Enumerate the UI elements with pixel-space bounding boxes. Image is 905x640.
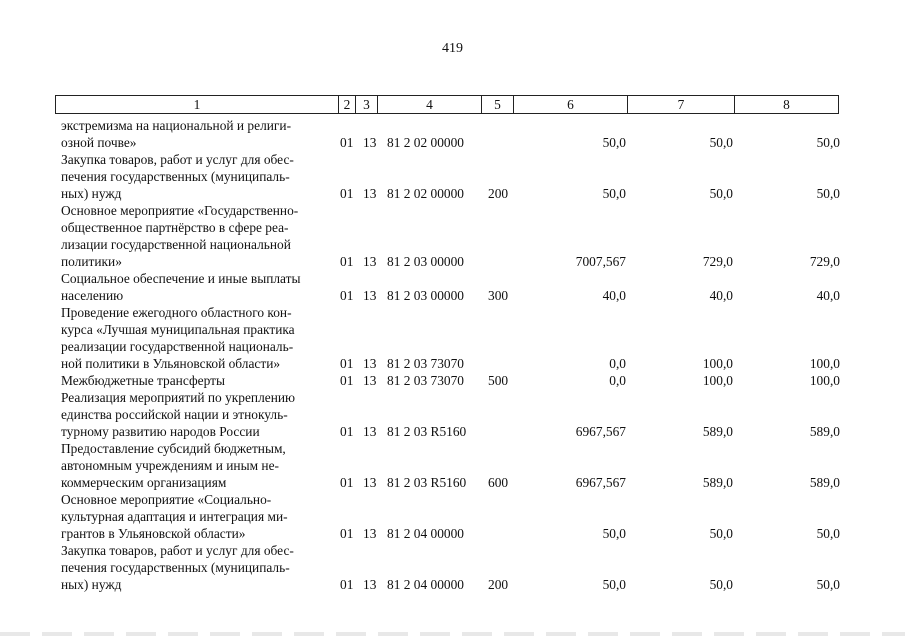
target-item-code: 81 2 02 00000 bbox=[387, 186, 464, 201]
amount-col-6: 0,0 bbox=[609, 356, 626, 371]
scan-artifact bbox=[0, 632, 905, 636]
row-name bbox=[61, 491, 332, 542]
expense-type-code: 600 bbox=[488, 475, 509, 490]
row-name-line: Проведение ежегодного областного кон- bbox=[61, 305, 292, 320]
table-row bbox=[0, 372, 905, 389]
row-name-line: Основное мероприятие «Социально- bbox=[61, 492, 272, 507]
row-name-line: Закупка товаров, работ и услуг для обес- bbox=[61, 543, 294, 558]
row-name-line: населению bbox=[61, 288, 124, 303]
amount-col-8: 40,0 bbox=[816, 288, 840, 303]
amount-col-8: 50,0 bbox=[816, 186, 840, 201]
amount-col-7: 40,0 bbox=[709, 288, 733, 303]
amount-col-7: 50,0 bbox=[709, 577, 733, 592]
subsection-code: 13 bbox=[363, 186, 377, 201]
target-item-code: 81 2 03 R5160 bbox=[387, 424, 467, 439]
section-code: 01 bbox=[340, 475, 354, 490]
target-item-code: 81 2 03 00000 bbox=[387, 254, 464, 269]
header-col-1: 1 bbox=[56, 96, 339, 113]
expense-type-code: 200 bbox=[488, 186, 509, 201]
amount-col-8: 589,0 bbox=[809, 424, 840, 439]
amount-col-6: 50,0 bbox=[602, 577, 626, 592]
row-name-line: политики» bbox=[61, 254, 122, 269]
row-name-line: Основное мероприятие «Государственно- bbox=[61, 203, 299, 218]
row-name bbox=[61, 389, 332, 440]
row-name-line: ных) нужд bbox=[61, 186, 122, 201]
row-name bbox=[61, 117, 332, 151]
row-name-line: единства российской нации и этнокуль- bbox=[61, 407, 288, 422]
subsection-code: 13 bbox=[363, 373, 377, 388]
table-row bbox=[0, 542, 905, 593]
row-name bbox=[61, 202, 332, 270]
header-col-5: 5 bbox=[482, 96, 514, 113]
row-name-line: экстремизма на национальной и религи- bbox=[61, 118, 292, 133]
row-name bbox=[61, 372, 332, 389]
amount-col-7: 50,0 bbox=[709, 135, 733, 150]
amount-col-7: 50,0 bbox=[709, 526, 733, 541]
row-name-line: печения государственных (муниципаль- bbox=[61, 560, 290, 575]
header-col-7: 7 bbox=[628, 96, 735, 113]
subsection-code: 13 bbox=[363, 526, 377, 541]
table-row bbox=[0, 151, 905, 202]
table-row bbox=[0, 117, 905, 151]
row-name-line: коммерческим организациям bbox=[61, 475, 227, 490]
row-name-line: ной политики в Ульяновской области» bbox=[61, 356, 281, 371]
header-col-6: 6 bbox=[514, 96, 628, 113]
row-name bbox=[61, 542, 332, 593]
amount-col-8: 50,0 bbox=[816, 135, 840, 150]
target-item-code: 81 2 04 00000 bbox=[387, 577, 464, 592]
target-item-code: 81 2 03 73070 bbox=[387, 356, 464, 371]
row-name-line: Межбюджетные трансферты bbox=[61, 373, 225, 388]
subsection-code: 13 bbox=[363, 356, 377, 371]
amount-col-8: 50,0 bbox=[816, 526, 840, 541]
row-name-line: турному развитию народов России bbox=[61, 424, 260, 439]
section-code: 01 bbox=[340, 424, 354, 439]
amount-col-7: 589,0 bbox=[702, 424, 733, 439]
row-name-line: Реализация мероприятий по укреплению bbox=[61, 390, 296, 405]
section-code: 01 bbox=[340, 254, 354, 269]
row-name-line: грантов в Ульяновской области» bbox=[61, 526, 246, 541]
subsection-code: 13 bbox=[363, 577, 377, 592]
row-name-line: реализации государственной националь- bbox=[61, 339, 294, 354]
section-code: 01 bbox=[340, 135, 354, 150]
row-name-line: печения государственных (муниципаль- bbox=[61, 169, 290, 184]
row-name bbox=[61, 151, 332, 202]
section-code: 01 bbox=[340, 186, 354, 201]
row-name bbox=[61, 270, 332, 304]
table-row bbox=[0, 389, 905, 440]
section-code: 01 bbox=[340, 288, 354, 303]
row-name bbox=[61, 440, 332, 491]
table-row bbox=[0, 270, 905, 304]
amount-col-7: 100,0 bbox=[702, 356, 733, 371]
target-item-code: 81 2 03 00000 bbox=[387, 288, 464, 303]
expense-type-code: 500 bbox=[488, 373, 509, 388]
section-code: 01 bbox=[340, 526, 354, 541]
expense-type-code: 300 bbox=[488, 288, 509, 303]
amount-col-6: 7007,567 bbox=[575, 254, 626, 269]
amount-col-8: 589,0 bbox=[809, 475, 840, 490]
row-name-line: Социальное обеспечение и иные выплаты bbox=[61, 271, 301, 286]
amount-col-8: 100,0 bbox=[809, 373, 840, 388]
table-row bbox=[0, 491, 905, 542]
row-name-line: лизации государственной национальной bbox=[61, 237, 291, 252]
table-row bbox=[0, 304, 905, 372]
row-name-line: Предоставление субсидий бюджетным, bbox=[61, 441, 286, 456]
target-item-code: 81 2 04 00000 bbox=[387, 526, 464, 541]
header-col-2: 2 bbox=[339, 96, 356, 113]
row-name bbox=[61, 304, 332, 372]
table-header bbox=[55, 95, 839, 114]
amount-col-8: 729,0 bbox=[809, 254, 840, 269]
subsection-code: 13 bbox=[363, 288, 377, 303]
header-col-4: 4 bbox=[378, 96, 482, 113]
page-number: 419 bbox=[442, 41, 463, 56]
amount-col-8: 100,0 bbox=[809, 356, 840, 371]
section-code: 01 bbox=[340, 356, 354, 371]
row-name-line: культурная адаптация и интеграция ми- bbox=[61, 509, 288, 524]
amount-col-6: 0,0 bbox=[609, 373, 626, 388]
target-item-code: 81 2 03 73070 bbox=[387, 373, 464, 388]
row-name-line: курса «Лучшая муниципальная практика bbox=[61, 322, 295, 337]
target-item-code: 81 2 02 00000 bbox=[387, 135, 464, 150]
section-code: 01 bbox=[340, 577, 354, 592]
amount-col-6: 6967,567 bbox=[575, 424, 626, 439]
table-row bbox=[0, 440, 905, 491]
subsection-code: 13 bbox=[363, 135, 377, 150]
amount-col-6: 50,0 bbox=[602, 135, 626, 150]
subsection-code: 13 bbox=[363, 475, 377, 490]
table-row bbox=[0, 202, 905, 270]
row-name-line: общественное партнёрство в сфере реа- bbox=[61, 220, 289, 235]
row-name-line: автономным учреждениям и иным не- bbox=[61, 458, 279, 473]
row-name-line: озной почве» bbox=[61, 135, 137, 150]
amount-col-6: 6967,567 bbox=[575, 475, 626, 490]
amount-col-8: 50,0 bbox=[816, 577, 840, 592]
subsection-code: 13 bbox=[363, 254, 377, 269]
row-name-line: Закупка товаров, работ и услуг для обес- bbox=[61, 152, 294, 167]
amount-col-7: 729,0 bbox=[702, 254, 733, 269]
target-item-code: 81 2 03 R5160 bbox=[387, 475, 467, 490]
amount-col-6: 50,0 bbox=[602, 526, 626, 541]
subsection-code: 13 bbox=[363, 424, 377, 439]
amount-col-7: 100,0 bbox=[702, 373, 733, 388]
row-name-line: ных) нужд bbox=[61, 577, 122, 592]
amount-col-7: 589,0 bbox=[702, 475, 733, 490]
expense-type-code: 200 bbox=[488, 577, 509, 592]
amount-col-7: 50,0 bbox=[709, 186, 733, 201]
section-code: 01 bbox=[340, 373, 354, 388]
header-col-8: 8 bbox=[783, 97, 790, 112]
amount-col-6: 50,0 bbox=[602, 186, 626, 201]
amount-col-6: 40,0 bbox=[602, 288, 626, 303]
header-col-3: 3 bbox=[356, 96, 378, 113]
